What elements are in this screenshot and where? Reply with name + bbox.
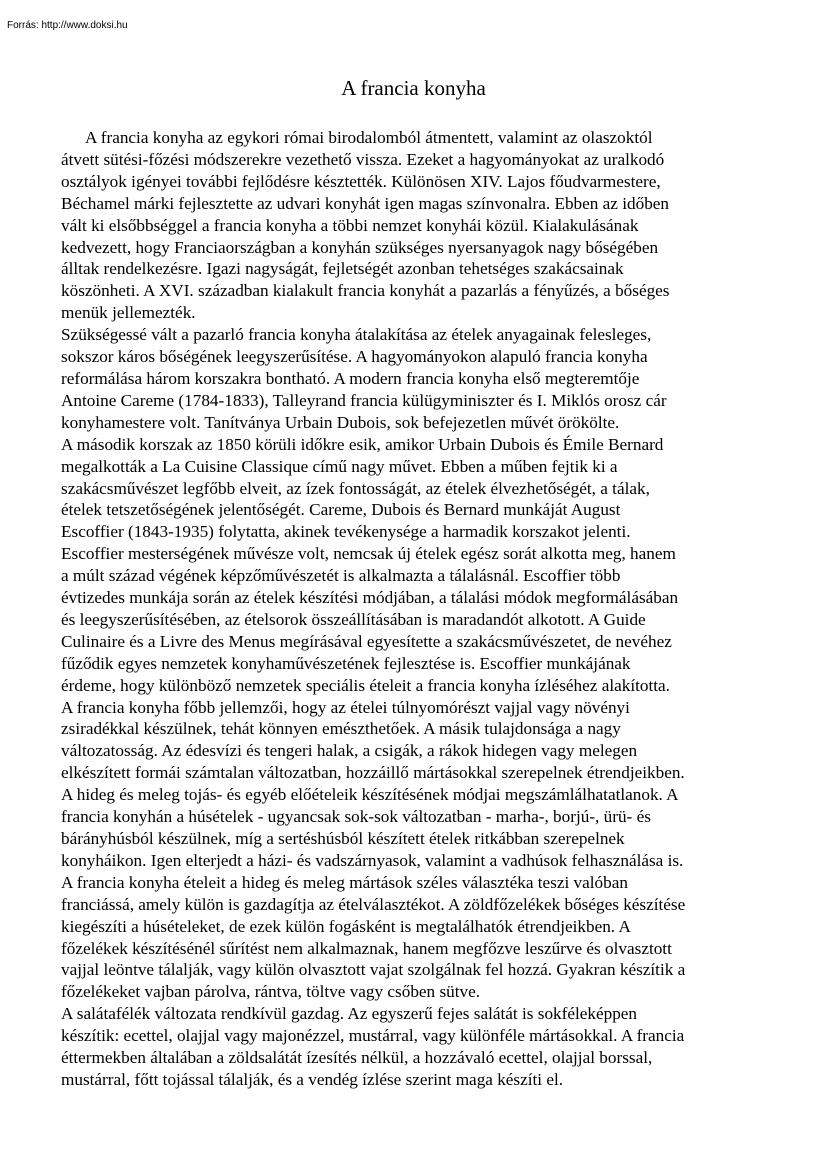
text-line: Escoffier mesterségének művésze volt, nemcsak új ételek egész sorát alkotta meg, hanem — [61, 544, 676, 564]
text-line: éttermekben általában a zöldsalátát ízesítés nélkül, a hozzávaló ecettel, olajjal borssal, — [61, 1048, 653, 1068]
text-line: mustárral, főtt tojással tálalják, és a vendég ízlése szerint maga készíti el. — [61, 1069, 564, 1089]
text-line: vajjal leöntve tálalják, vagy külön olvasztott vajat szolgálnak fel hozzá. Gyakran készítik a — [61, 960, 686, 980]
text-line: Antoine Careme (1784-1833), Talleyrand francia külügyminiszter és I. Miklós orosz cár — [61, 390, 667, 410]
text-line: szakácsművészet legfőbb elveit, az ízek fontosságát, az ételek élvezhetőségét, a tálak, — [61, 478, 650, 498]
text-line: érdeme, hogy különböző nemzetek speciális ételeit a francia konyha ízléséhez alakította. — [61, 675, 670, 695]
text-line: álltak rendelkezésre. Igazi nagyságát, fejletségét azonban tehetséges szakácsainak — [61, 259, 624, 279]
text-line: elkészített formái számtalan változatban, hozzáillő mártásokkal szerepelnek étrendjeikben. — [61, 763, 685, 783]
text-line: francia konyhán a húsételek - ugyancsak sok-sok változatban - marha-, borjú-, ürü- és — [61, 807, 651, 827]
text-line: fűződik egyes nemzetek konyhaművészetének fejlesztése is. Escoffier munkájának — [61, 653, 631, 673]
text-line: átvett sütési-főzési módszerekre vezethető vissza. Ezeket a hagyományokat az uralkodó — [61, 149, 665, 169]
text-line: konyháikon. Igen elterjedt a házi- és vadszárnyasok, valamint a vadhúsok felhasználása is. — [61, 850, 684, 870]
text-line: A salátafélék változata rendkívül gazdag. Az egyszerű fejes salátát is sokféleképpen — [61, 1004, 638, 1024]
text-line: konyhamestere volt. Tanítványa Urbain Dubois, sok befejezetlen művét örökölte. — [61, 412, 620, 432]
text-line: Escoffier (1843-1935) folytatta, akinek tevékenysége a harmadik korszakot jelenti. — [61, 522, 631, 542]
document-body — [61, 127, 771, 1091]
text-line: készítik: ecettel, olajjal vagy majonézzel, mustárral, vagy különféle mártásokkal. A francia — [61, 1026, 685, 1046]
text-line: kedvezett, hogy Franciaországban a konyhán szükséges nyersanyagok nagy bőségében — [61, 237, 659, 257]
text-line: bárányhúsból készülnek, míg a sertéshúsból készített ételek ritkábban szerepelnek — [61, 829, 625, 848]
text-line: évtizedes munkája során az ételek készítési módjában, a tálalási módok megformálásában — [61, 588, 679, 608]
text-line: a múlt század végének képzőművészetét is alkalmazta a tálalásnál. Escoffier több — [61, 566, 621, 586]
text-line: változatosság. Az édesvízi és tengeri halak, a csigák, a rákok hidegen vagy melegen — [61, 741, 638, 761]
text-line: A hideg és meleg tojás- és egyéb előételeik készítésének módjai megszámlálhatatlanok. A — [61, 785, 679, 805]
text-line: sokszor káros bőségének leegyszerűsítése. A hagyományokon alapuló francia konyha — [61, 347, 648, 367]
text-line: főzelékek készítésénél sűrítést nem alkalmaznak, hanem megfőzve leszűrve és olvasztott — [61, 938, 672, 958]
text-line: zsiradékkal készülnek, tehát könnyen emészthetőek. A másik tulajdonsága a nagy — [61, 719, 621, 739]
text-line: ételek tetszetőségének jelentőségét. Careme, Dubois és Bernard munkáját August — [61, 500, 621, 520]
text-line: A második korszak az 1850 körüli időkre esik, amikor Urbain Dubois és Émile Bernard — [61, 434, 664, 454]
text-line: köszönheti. A XVI. században kialakult francia konyhát a pazarlás a fényűzés, a bőséges — [61, 281, 670, 301]
text-line: kiegészíti a húsételeket, de ezek külön fogásként is megtalálhatók étrendjeikben. A — [61, 916, 631, 936]
text-line: Culinaire és a Livre des Menus megírásával egyesítette a szakácsművészetet, de nevéhez — [61, 631, 672, 651]
text-line: osztályok igényei további fejlődésre késztették. Különösen XIV. Lajos főudvarmestere, — [61, 171, 661, 191]
text-line: franciássá, amely külön is gazdagítja az ételválasztékot. A zöldfőzelékek bőséges készítése — [61, 894, 686, 914]
text-line: Béchamel márki fejlesztette az udvari konyhát igen magas színvonalra. Ebben az időben — [61, 193, 670, 213]
text-line: A francia konyha ételeit a hideg és meleg mártások széles választéka teszi valóban — [61, 872, 628, 892]
page-title: A francia konyha — [341, 76, 486, 100]
text-line: főzelékeket vajban párolva, rántva, töltve vagy csőben sütve. — [61, 982, 481, 1002]
text-line: reformálása három korszakra bontható. A modern francia konyha első megteremtője — [61, 368, 640, 388]
text-line: Szükségessé vált a pazarló francia konyha átalakítása az ételek anyagainak felesleges, — [61, 325, 652, 345]
text-line: A francia konyha főbb jellemzői, hogy az ételei túlnyomórészt vajjal vagy növényi — [61, 697, 630, 717]
text-line: vált ki elsőbbséggel a francia konyha a többi nemzet konyhái közül. Kialakulásának — [61, 215, 639, 235]
text-line: megalkották a La Cuisine Classique című nagy művet. Ebben a műben fejtik ki a — [61, 456, 618, 476]
text-line: menük jellemezték. — [61, 303, 196, 323]
text-line: A francia konyha az egykori római birodalomból átmentett, valamint az olaszoktól — [85, 128, 653, 147]
source-note: Forrás: http://www.doksi.hu — [7, 20, 128, 31]
text-line: és leegyszerűsítésében, az ételsorok összeállításában is maradandót alkotott. A Guide — [61, 609, 646, 629]
